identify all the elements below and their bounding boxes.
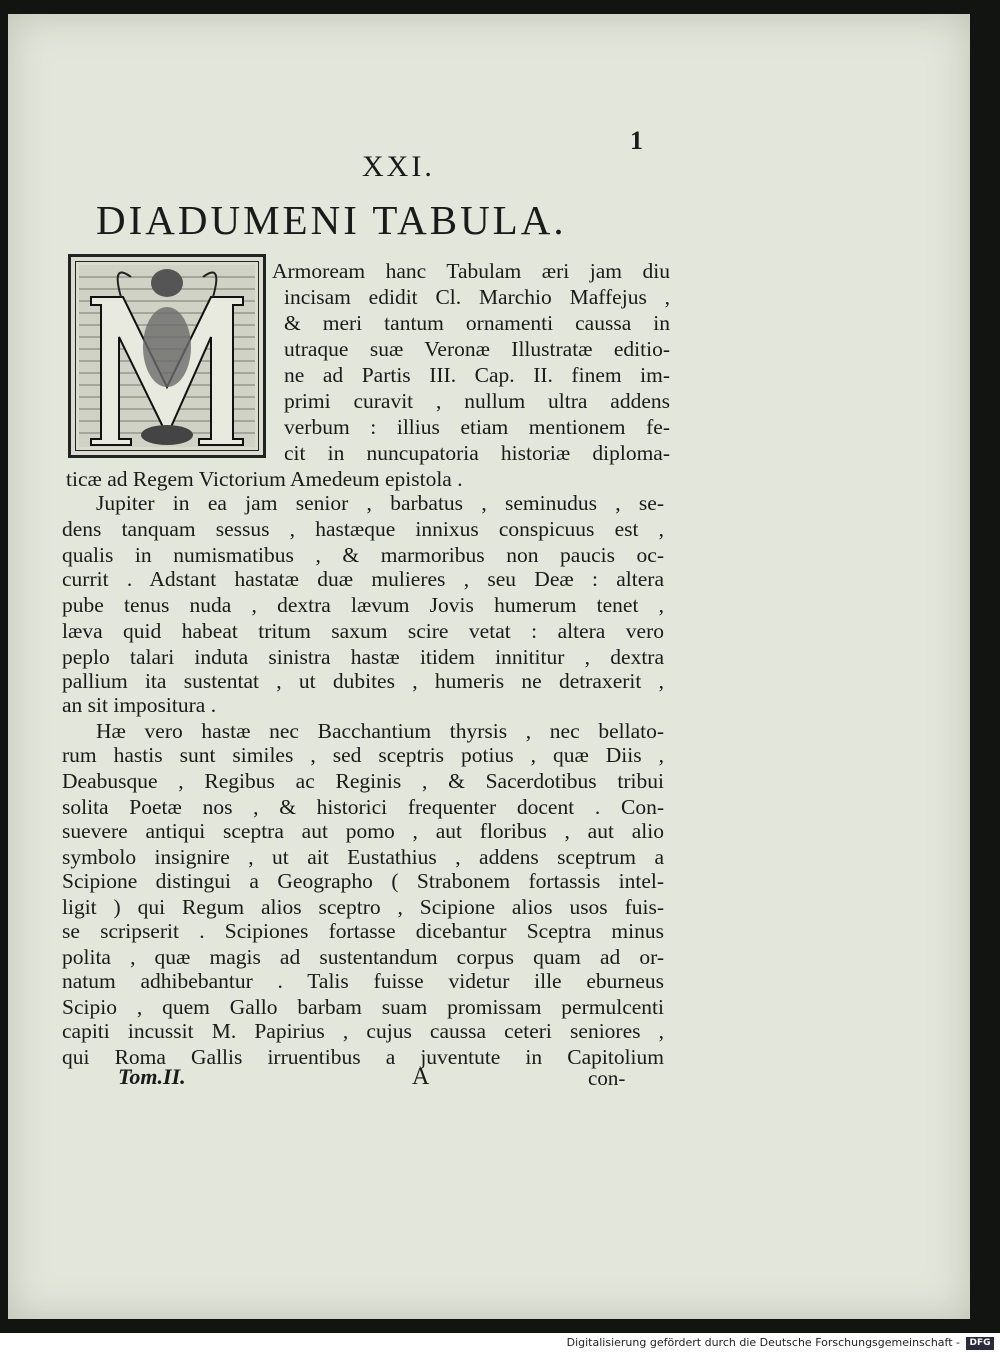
text-line: peplo talari induta sinistra hastæ itidem innititur , dextra: [62, 645, 664, 669]
text-line: Jupiter in ea jam senior , barbatus , seminudus , se-: [96, 491, 664, 515]
text-line: Hæ vero hastæ nec Bacchantium thyrsis , nec bellato-: [96, 719, 664, 743]
page-title: DIADUMENI TABULA.: [96, 197, 567, 243]
text-line: verbum : illius etiam mentionem fe-: [284, 415, 670, 439]
text-line: pube tenus nuda , dextra lævum Jovis humerum tenet ,: [62, 593, 664, 617]
text-line: an sit impositura .: [62, 693, 217, 717]
text-line: solita Poetæ nos , & historici frequenter docent . Con-: [62, 795, 664, 819]
text-line: ligit ) qui Regum alios sceptro , Scipione alios usos fuis-: [62, 895, 664, 919]
text-line: Deabusque , Regibus ac Reginis , & Sacerdotibus tribui: [62, 769, 664, 793]
text-line: pallium ita sustentat , ut dubites , humeris ne detraxerit ,: [62, 669, 664, 693]
text-line: capiti incussit M. Papirius , cujus caussa ceteri seniores ,: [62, 1019, 664, 1043]
text-line: currit . Adstant hastatæ duæ mulieres , seu Deæ : altera: [62, 567, 664, 591]
dfg-logo-icon: DFG: [966, 1337, 994, 1350]
text-line: rum hastis sunt similes , sed sceptris potius , quæ Diis ,: [62, 743, 664, 767]
text-line: læva quid habeat tritum saxum scire vetat : altera vero: [62, 619, 664, 643]
credit-text: Digitalisierung gefördert durch die Deutsche Forschungsgemeinschaft -: [566, 1336, 960, 1349]
catchword: con-: [588, 1066, 626, 1090]
text-line: primi curavit , nullum ultra addens: [284, 389, 670, 413]
text-line: utraque suæ Veronæ Illustratæ editio-: [284, 337, 670, 361]
text-line: dens tanquam sessus , hastæque innixus conspicuus est ,: [62, 517, 664, 541]
credit-bar: [0, 1333, 1000, 1355]
text-line: Scipione distingui a Geographo ( Strabonem fortassis intel-: [62, 869, 664, 893]
text-line: polita , quæ magis ad sustentandum corpus quam ad or-: [62, 945, 664, 969]
text-line: natum adhibebantur . Talis fuisse videtur ille eburneus: [62, 969, 664, 993]
text-line: ticæ ad Regem Victorium Amedeum epistola .: [66, 467, 463, 491]
text-line: & meri tantum ornamenti caussa in: [284, 311, 670, 335]
section-number: XXI.: [362, 150, 435, 183]
text-line: se scripserit . Scipiones fortasse dicebantur Sceptra minus: [62, 919, 664, 943]
volume-mark: Tom.II.: [118, 1064, 186, 1089]
text-line: suevere antiqui sceptra aut pomo , aut floribus , aut alio: [62, 819, 664, 843]
text-line: incisam edidit Cl. Marchio Maffejus ,: [284, 285, 670, 309]
signature-mark: A: [412, 1064, 430, 1090]
text-line: Scipio , quem Gallo barbam suam promissam permulcenti: [62, 995, 664, 1019]
text-line: symbolo insignire , ut ait Eustathius , addens sceptrum a: [62, 845, 664, 869]
text-line: ne ad Partis III. Cap. II. finem im-: [284, 363, 670, 387]
text-line: Armoream hanc Tabulam æri jam diu: [272, 259, 670, 283]
text-line: cit in nuncupatoria historiæ diploma-: [284, 441, 670, 465]
text-line: qualis in numismatibus , & marmoribus non paucis oc-: [62, 543, 664, 567]
text-line: qui Roma Gallis irruentibus a juventute in Capitolium: [62, 1045, 664, 1069]
cherub-illustration: [71, 257, 263, 455]
decorated-initial: [68, 254, 266, 458]
page-number: 1: [630, 126, 643, 155]
